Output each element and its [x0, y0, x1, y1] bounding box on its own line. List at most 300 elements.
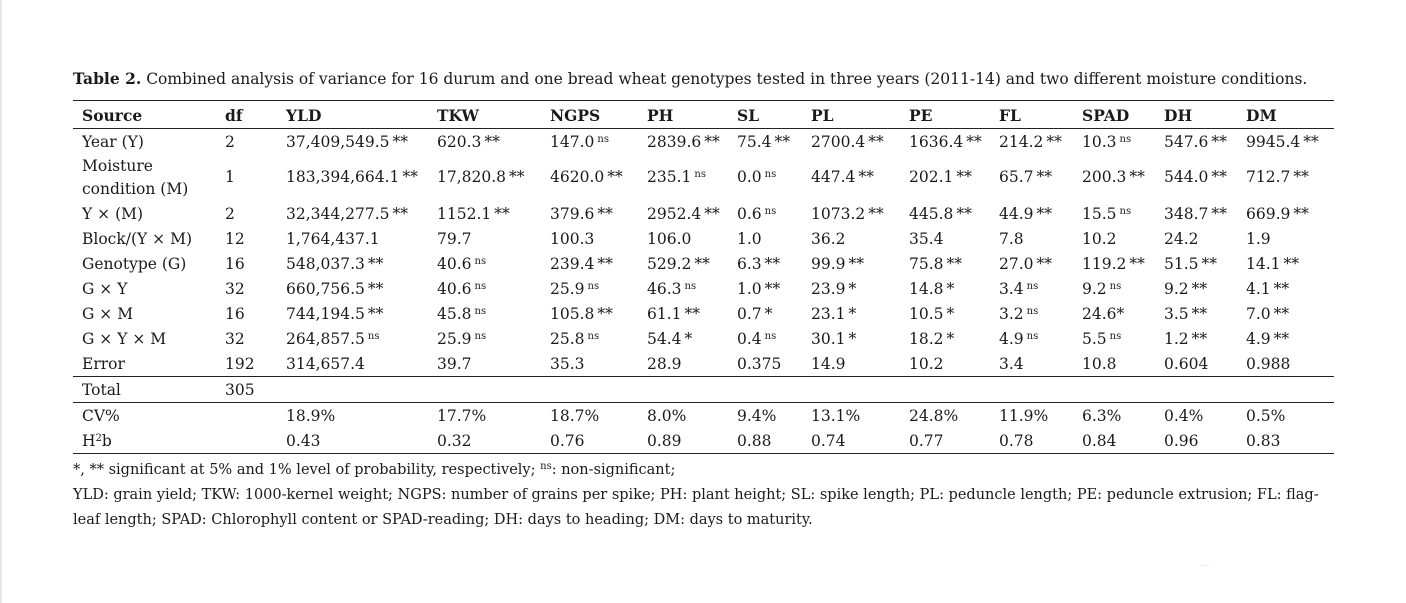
significance-mark: ** — [704, 204, 720, 223]
significance-mark: * — [946, 329, 955, 348]
value-cell-ngps — [541, 226, 638, 251]
value-cell-sl — [728, 326, 802, 351]
cell-value: 51.5 — [1164, 254, 1199, 273]
total-row — [73, 377, 1334, 403]
cell-value: 4.9 — [1246, 329, 1271, 348]
value-cell-ngps — [541, 276, 638, 301]
cell-value: 37,409,549.5 — [286, 132, 390, 151]
value-cell-ph — [638, 154, 728, 201]
significance-mark: ** — [367, 304, 384, 323]
column-header-ngps: NGPS — [550, 106, 601, 125]
significance-mark: ** — [1201, 254, 1218, 273]
value-cell-spad — [1073, 129, 1155, 155]
anova-table — [73, 100, 1334, 454]
table-row — [73, 154, 1334, 201]
cell-value: 0.6 — [737, 204, 762, 223]
cell-value: 712.7 — [1246, 168, 1291, 186]
value-cell-tkw — [428, 251, 541, 276]
significance-mark: * — [946, 304, 955, 323]
value-cell-pe — [900, 326, 990, 351]
cell-value: 25.9 — [437, 329, 472, 348]
significance-mark: ** — [946, 254, 963, 273]
cell-value: 10.2 — [1082, 229, 1117, 248]
cell-value: 32,344,277.5 — [286, 204, 390, 223]
row-source-label: Block/(Y × M) — [82, 229, 193, 248]
significance-mark: ** — [704, 132, 720, 151]
cell-value: 106.0 — [647, 229, 692, 248]
cv-value-ngps: 18.7% — [550, 406, 600, 425]
significance-mark: ** — [956, 204, 972, 223]
value-cell-yld — [277, 326, 428, 351]
significance-mark: ** — [774, 132, 791, 151]
h2b-value-tkw: 0.32 — [437, 431, 472, 450]
cell-value: 10.2 — [909, 354, 944, 373]
h2b-value-pe: 0.77 — [909, 431, 944, 450]
value-cell-sl — [728, 129, 802, 155]
cell-value: 1.0 — [737, 279, 762, 298]
significance-mark: * — [946, 279, 955, 298]
cell-value: 669.9 — [1246, 204, 1291, 223]
column-header-df: df — [225, 106, 243, 125]
heritability-subscript: b — [101, 431, 112, 450]
value-cell-ph — [638, 226, 728, 251]
cell-value: 1073.2 — [811, 204, 866, 223]
row-source-label — [73, 428, 216, 454]
significance-mark: ** — [764, 279, 781, 298]
value-cell-pe — [900, 201, 990, 226]
cell-value: 24.2 — [1164, 229, 1199, 248]
significance-mark: ** — [1293, 204, 1309, 223]
significance-mark: ns — [764, 330, 777, 342]
cell-value: 17,820.8 — [437, 168, 507, 186]
cell-value: 35.3 — [550, 354, 585, 373]
cell-value: 119.2 — [1082, 254, 1127, 273]
heritability-row — [73, 428, 1334, 454]
empty-cell — [900, 377, 990, 403]
significance-mark: ns — [367, 330, 380, 342]
cell-value: 544.0 — [1164, 168, 1209, 186]
table-row — [73, 129, 1334, 155]
h2b-value-dh: 0.96 — [1164, 431, 1199, 450]
significance-mark: ns — [684, 280, 697, 292]
cell-value: 0.7 — [737, 304, 762, 323]
cell-value: 9945.4 — [1246, 132, 1301, 151]
row-source-label: Y × (M) — [82, 204, 144, 223]
value-cell-spad — [1073, 226, 1155, 251]
h2b-value-sl: 0.88 — [737, 431, 772, 450]
row-df: 32 — [225, 329, 245, 348]
column-header-yld: YLD — [286, 106, 322, 125]
significance-mark: ** — [597, 204, 613, 223]
significance-mark: ns — [1119, 133, 1132, 145]
cell-value: 23.1 — [811, 304, 846, 323]
cell-value: 447.4 — [811, 168, 856, 186]
significance-mark: ** — [1191, 304, 1208, 323]
value-cell-ph — [638, 326, 728, 351]
cell-value: 65.7 — [999, 168, 1034, 186]
significance-mark: ns — [587, 280, 600, 292]
value-cell-dh — [1155, 201, 1237, 226]
cell-value: 44.9 — [999, 204, 1034, 223]
cell-value: 14.9 — [811, 354, 846, 373]
value-cell-sl — [728, 226, 802, 251]
empty-cell — [1073, 377, 1155, 403]
table-footnotes — [73, 458, 1334, 533]
value-cell-dh — [1155, 351, 1237, 377]
significance-mark: ** — [764, 254, 781, 273]
value-cell-yld — [277, 201, 428, 226]
cv-value-spad: 6.3% — [1082, 406, 1122, 425]
significance-mark: ns — [474, 255, 487, 267]
cell-value: 2839.6 — [647, 132, 702, 151]
significance-mark: ns — [764, 169, 777, 180]
cell-value: 264,857.5 — [286, 329, 365, 348]
row-source-label: G × M — [82, 304, 134, 323]
value-cell-tkw — [428, 301, 541, 326]
value-cell-ph — [638, 201, 728, 226]
significance-mark: ns — [1119, 205, 1132, 217]
cell-value: 0.375 — [737, 354, 782, 373]
value-cell-dh — [1155, 301, 1237, 326]
row-df — [216, 428, 277, 454]
cell-value: 75.8 — [909, 254, 944, 273]
row-df: 16 — [225, 304, 245, 323]
significance-mark: * — [848, 304, 857, 323]
empty-cell — [1155, 377, 1237, 403]
value-cell-sl — [728, 276, 802, 301]
cell-value: 1.2 — [1164, 329, 1189, 348]
heritability-superscript: 2 — [95, 432, 102, 444]
cell-value: 529.2 — [647, 254, 692, 273]
value-cell-yld — [277, 129, 428, 155]
column-header-ph: PH — [647, 106, 674, 125]
significance-mark: ** — [1211, 132, 1227, 151]
value-cell-pl — [802, 154, 900, 201]
significance-mark: ** — [956, 168, 972, 186]
significance-mark: ** — [1273, 329, 1290, 348]
significance-mark: ** — [484, 132, 500, 151]
significance-mark: ** — [1046, 132, 1062, 151]
column-header-pe: PE — [909, 106, 933, 125]
value-cell-tkw — [428, 129, 541, 155]
cv-value-pe: 24.8% — [909, 406, 959, 425]
cell-value: 10.8 — [1082, 354, 1117, 373]
value-cell-yld — [277, 351, 428, 377]
significance-mark: ** — [1273, 279, 1290, 298]
value-cell-sl — [728, 201, 802, 226]
value-cell-tkw — [428, 326, 541, 351]
value-cell-ngps — [541, 351, 638, 377]
cell-value: 14.8 — [909, 279, 944, 298]
value-cell-pe — [900, 226, 990, 251]
value-cell-fl — [990, 129, 1073, 155]
significance-mark: ** — [367, 279, 384, 298]
value-cell-sl — [728, 351, 802, 377]
cell-value: 9.2 — [1082, 279, 1107, 298]
significance-mark: ns — [1109, 280, 1122, 292]
significance-mark: ns — [1026, 280, 1039, 292]
cell-value: 35.4 — [909, 229, 944, 248]
row-df: 305 — [225, 380, 255, 399]
cell-value: 2952.4 — [647, 204, 702, 223]
cell-value: 36.2 — [811, 229, 846, 248]
table-row — [73, 251, 1334, 276]
value-cell-spad — [1073, 251, 1155, 276]
column-header-sl: SL — [737, 106, 760, 125]
value-cell-spad — [1073, 154, 1155, 201]
value-cell-dm — [1237, 226, 1334, 251]
cell-value: 547.6 — [1164, 132, 1209, 151]
significance-mark: ns — [764, 205, 777, 217]
h2b-value-spad: 0.84 — [1082, 431, 1117, 450]
significance-mark: ** — [1191, 279, 1208, 298]
table-caption — [73, 68, 1334, 90]
significance-mark: ns — [694, 169, 706, 180]
table-row — [73, 301, 1334, 326]
row-source-label: Year (Y) — [82, 132, 144, 151]
caption-label: Table 2. — [73, 69, 142, 88]
row-df: 12 — [225, 229, 245, 248]
row-source-label: Total — [82, 380, 121, 399]
significance-mark: ** — [848, 254, 865, 273]
significance-mark: ** — [1036, 254, 1053, 273]
column-header-dh: DH — [1164, 106, 1193, 125]
scan-speck — [1200, 565, 1210, 566]
value-cell-pl — [802, 201, 900, 226]
row-df: 2 — [225, 132, 235, 151]
significance-mark: ns — [474, 330, 487, 342]
cell-value: 620.3 — [437, 132, 482, 151]
column-header-fl: FL — [999, 106, 1021, 125]
value-cell-pe — [900, 154, 990, 201]
footnote-significance-text: *, ** significant at 5% and 1% level of probability, respectively; — [73, 462, 541, 478]
value-cell-tkw — [428, 154, 541, 201]
value-cell-yld — [277, 251, 428, 276]
value-cell-fl — [990, 301, 1073, 326]
value-cell-yld — [277, 226, 428, 251]
empty-cell — [428, 377, 541, 403]
cell-value: 25.8 — [550, 329, 585, 348]
value-cell-dm — [1237, 154, 1334, 201]
cell-value: 0.4 — [737, 329, 762, 348]
header-row — [73, 101, 1334, 129]
significance-mark: ns — [597, 133, 609, 145]
significance-mark: ** — [868, 204, 884, 223]
cell-value: 75.4 — [737, 132, 772, 151]
significance-mark: ** — [367, 254, 384, 273]
significance-mark: ns — [474, 305, 487, 317]
significance-mark: ** — [509, 168, 525, 186]
cell-value: 7.0 — [1246, 304, 1271, 323]
value-cell-dm — [1237, 326, 1334, 351]
significance-mark: * — [848, 279, 857, 298]
value-cell-ngps — [541, 201, 638, 226]
cv-value-yld: 18.9% — [286, 406, 336, 425]
value-cell-dh — [1155, 276, 1237, 301]
cell-value: 1.9 — [1246, 229, 1271, 248]
caption-text: Combined analysis of variance for 16 durum and one bread wheat genotypes tested in three years (2011-14) and two different moisture conditions. — [141, 70, 1308, 88]
row-source-label: G × Y × M — [82, 329, 167, 348]
row-df: 16 — [225, 254, 245, 273]
value-cell-dm — [1237, 251, 1334, 276]
significance-mark: ** — [1129, 254, 1145, 273]
significance-mark: ** — [694, 254, 710, 273]
significance-mark: ns — [587, 330, 600, 342]
significance-mark: * — [848, 329, 857, 348]
value-cell-pe — [900, 351, 990, 377]
table-figure — [73, 68, 1334, 533]
significance-mark: ** — [597, 304, 613, 323]
cell-value: 348.7 — [1164, 204, 1209, 223]
significance-mark: ns — [1109, 330, 1122, 342]
cell-value: 5.5 — [1082, 329, 1107, 348]
value-cell-pl — [802, 326, 900, 351]
row-source-label: Genotype (G) — [82, 254, 187, 273]
cell-value: 0.988 — [1246, 354, 1291, 373]
row-source-label: G × Y — [82, 279, 128, 298]
h2b-value-yld: 0.43 — [286, 431, 321, 450]
significance-mark: ** — [1191, 329, 1208, 348]
page-edge — [0, 0, 2, 603]
significance-mark: * — [684, 329, 693, 348]
significance-mark: ** — [1036, 168, 1053, 186]
table-row — [73, 201, 1334, 226]
cell-value: 24.6* — [1082, 304, 1125, 323]
significance-mark: ** — [607, 168, 623, 186]
cell-value: 10.3 — [1082, 132, 1117, 151]
h2b-value-ngps: 0.76 — [550, 431, 585, 450]
cell-value: 99.9 — [811, 254, 846, 273]
significance-mark: ** — [966, 132, 982, 151]
row-df: 192 — [225, 354, 255, 373]
row-source-label: CV% — [82, 406, 120, 425]
cell-value: 3.4 — [999, 279, 1024, 298]
cell-value: 40.6 — [437, 254, 472, 273]
cell-value: 30.1 — [811, 329, 846, 348]
value-cell-pe — [900, 301, 990, 326]
significance-mark: ** — [494, 204, 510, 223]
significance-mark: ** — [1036, 204, 1053, 223]
column-header-spad: SPAD — [1082, 106, 1130, 125]
cell-value: 54.4 — [647, 329, 682, 348]
value-cell-dh — [1155, 251, 1237, 276]
cell-value: 45.8 — [437, 304, 472, 323]
value-cell-tkw — [428, 351, 541, 377]
row-df — [216, 403, 277, 429]
value-cell-dm — [1237, 276, 1334, 301]
column-header-source: Source — [82, 106, 143, 125]
empty-cell — [1237, 377, 1334, 403]
footnote-ns-mark: ns — [540, 461, 552, 472]
significance-mark: ** — [392, 132, 409, 151]
cv-value-fl: 11.9% — [999, 406, 1049, 425]
cell-value: 100.3 — [550, 229, 595, 248]
value-cell-pl — [802, 301, 900, 326]
significance-mark: ** — [1303, 132, 1319, 151]
footnote-significance — [73, 458, 1334, 483]
cell-value: 28.9 — [647, 354, 682, 373]
h2b-value-fl: 0.78 — [999, 431, 1034, 450]
value-cell-dh — [1155, 326, 1237, 351]
significance-mark: ** — [392, 204, 409, 223]
cell-value: 39.7 — [437, 354, 472, 373]
empty-cell — [990, 377, 1073, 403]
cell-value: 9.2 — [1164, 279, 1189, 298]
cell-value: 183,394,664.1 — [286, 168, 400, 186]
value-cell-tkw — [428, 226, 541, 251]
cell-value: 2700.4 — [811, 132, 866, 151]
cell-value: 4620.0 — [550, 168, 605, 186]
cv-row — [73, 403, 1334, 429]
heritability-symbol: H — [82, 431, 96, 450]
cell-value: 239.4 — [550, 254, 595, 273]
cell-value: 3.2 — [999, 304, 1024, 323]
cv-value-dm: 0.5% — [1246, 406, 1286, 425]
value-cell-spad — [1073, 351, 1155, 377]
cell-value: 200.3 — [1082, 168, 1127, 186]
row-source-label: Error — [82, 354, 125, 373]
cell-value: 548,037.3 — [286, 254, 365, 273]
value-cell-ngps — [541, 301, 638, 326]
cell-value: 1,764,437.1 — [286, 229, 380, 248]
cell-value: 25.9 — [550, 279, 585, 298]
value-cell-fl — [990, 154, 1073, 201]
row-df: 2 — [225, 204, 235, 223]
cell-value: 6.3 — [737, 254, 762, 273]
value-cell-pe — [900, 129, 990, 155]
cv-value-ph: 8.0% — [647, 406, 687, 425]
row-source-label: Moisture condition (M) — [82, 156, 189, 198]
value-cell-ph — [638, 251, 728, 276]
h2b-value-pl: 0.74 — [811, 431, 846, 450]
cell-value: 61.1 — [647, 304, 682, 323]
empty-cell — [802, 377, 900, 403]
value-cell-ngps — [541, 154, 638, 201]
footnote-abbreviations: YLD: grain yield; TKW: 1000-kernel weight; NGPS: number of grains per spike; PH: plant height; SL: spike length; PL: peduncle length; PE: peduncle extrusion; FL: flag-leaf length; SPAD: Chlorophyll content or SPAD-reading; DH: days to heading; DM: days to maturity. — [73, 487, 1319, 528]
cell-value: 4.9 — [999, 329, 1024, 348]
cell-value: 235.1 — [647, 168, 692, 186]
cell-value: 3.5 — [1164, 304, 1189, 323]
cell-value: 105.8 — [550, 304, 595, 323]
cell-value: 1152.1 — [437, 204, 492, 223]
cell-value: 79.7 — [437, 229, 472, 248]
significance-mark: ** — [1283, 254, 1300, 273]
cell-value: 27.0 — [999, 254, 1034, 273]
cell-value: 0.604 — [1164, 354, 1209, 373]
cell-value: 14.1 — [1246, 254, 1281, 273]
value-cell-fl — [990, 201, 1073, 226]
cv-value-sl: 9.4% — [737, 406, 777, 425]
value-cell-dh — [1155, 129, 1237, 155]
column-header-tkw: TKW — [437, 106, 479, 125]
value-cell-tkw — [428, 276, 541, 301]
cell-value: 3.4 — [999, 354, 1024, 373]
value-cell-tkw — [428, 201, 541, 226]
value-cell-ph — [638, 351, 728, 377]
cv-value-dh: 0.4% — [1164, 406, 1204, 425]
significance-mark: ns — [1026, 305, 1039, 317]
table-row — [73, 326, 1334, 351]
cell-value: 744,194.5 — [286, 304, 365, 323]
empty-cell — [277, 377, 428, 403]
value-cell-pe — [900, 276, 990, 301]
h2b-value-ph: 0.89 — [647, 431, 682, 450]
cv-value-tkw: 17.7% — [437, 406, 487, 425]
significance-mark: ** — [868, 132, 884, 151]
significance-mark: ** — [1211, 168, 1227, 186]
value-cell-dm — [1237, 201, 1334, 226]
h2b-value-dm: 0.83 — [1246, 431, 1281, 450]
